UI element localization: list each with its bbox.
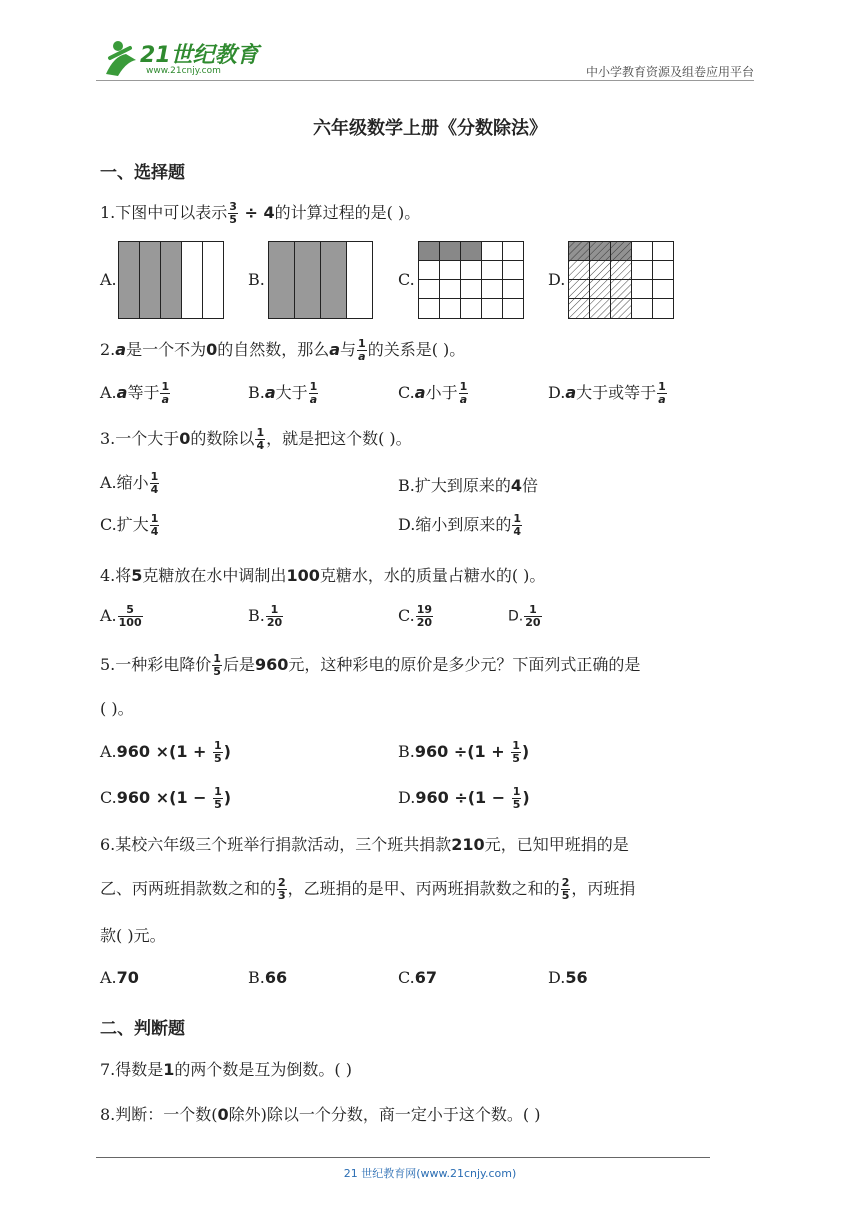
section-choice-heading: 一、选择题 xyxy=(100,163,185,183)
q2-option-d: D.a大于或等于 $\frac{1}{a}$ xyxy=(548,380,666,406)
q3-option-c: C.扩大 $\frac{1}{4}$ xyxy=(100,512,159,538)
question-2: 2.a是一个不为0的自然数，那么a与 $\frac{1}{a}$ 的关系是( )。 xyxy=(100,337,466,363)
q1-figure-c xyxy=(418,241,524,319)
q6-option-b: B.66 xyxy=(248,968,288,987)
fraction: $\frac{3}{5}$ xyxy=(229,200,237,226)
q2-option-b: B.a大于 $\frac{1}{a}$ xyxy=(248,380,318,406)
q5-option-b: B.960 ÷(1 + $\frac{1}{5}$ ) xyxy=(398,739,530,765)
question-4: 4.将5克糖放在水中调制出100克糖水，水的质量占糖水的( )。 xyxy=(100,566,546,585)
q3-option-a: A.缩小 $\frac{1}{4}$ xyxy=(100,470,159,496)
q2-option-c: C.a小于 $\frac{1}{a}$ xyxy=(398,380,468,406)
footer-divider xyxy=(96,1157,710,1158)
q3-option-d: D.缩小到原来的 $\frac{1}{4}$ xyxy=(398,512,522,538)
header-platform-text: 中小学教育资源及组卷应用平台 xyxy=(585,65,754,79)
question-1: 1.下图中可以表示 $\frac{3}{5}$ ÷ 4的计算过程的是( )。 xyxy=(100,200,421,226)
q6-option-a: A.70 xyxy=(100,968,139,987)
q1-figure-a xyxy=(118,241,224,319)
question-3: 3.一个大于0的数除以 $\frac{1}{4}$ ，就是把这个数( )。 xyxy=(100,426,412,452)
q4-option-c: C. $\frac{19}{20}$ xyxy=(398,603,433,629)
section-judge-heading: 二、判断题 xyxy=(100,1019,185,1039)
q3-option-b: B.扩大到原来的4倍 xyxy=(398,476,539,495)
q1-option-b-label: B. xyxy=(248,270,265,289)
q5-option-c: C.960 ×(1 − $\frac{1}{5}$ ) xyxy=(100,785,232,811)
q1-option-d-label: D. xyxy=(548,270,566,289)
q6-option-c: C.67 xyxy=(398,968,438,987)
question-5-blank: ( )。 xyxy=(100,699,134,718)
q6-option-d: D.56 xyxy=(548,968,588,987)
q1-figure-d xyxy=(568,241,674,319)
logo-url: www.21cnjy.com xyxy=(146,66,221,76)
q2-option-a: A.a等于 $\frac{1}{a}$ xyxy=(100,380,170,406)
page-title: 六年级数学上册《分数除法》 xyxy=(313,118,547,139)
question-6-line1: 6.某校六年级三个班举行捐款活动，三个班共捐款210元，已知甲班捐的是 xyxy=(100,835,629,854)
q4-option-a: A. $\frac{5}{100}$ xyxy=(100,603,142,629)
q1-option-a-label: A. xyxy=(100,270,117,289)
question-6-line3: 款( )元。 xyxy=(100,926,166,945)
footer-text: 21 世纪教育网(www.21cnjy.com) xyxy=(343,1167,517,1180)
question-7: 7.得数是1的两个数是互为倒数。( ) xyxy=(100,1060,352,1079)
q5-option-a: A.960 ×(1 + $\frac{1}{5}$ ) xyxy=(100,739,231,765)
q1-figure-b xyxy=(268,241,374,319)
q4-option-b: B. $\frac{1}{20}$ xyxy=(248,603,283,629)
q4-option-d: D. $\frac{1}{20}$ xyxy=(508,603,541,629)
q5-option-d: D.960 ÷(1 − $\frac{1}{5}$ ) xyxy=(398,785,530,811)
question-5: 5.一种彩电降价 $\frac{1}{5}$ 后是960元，这种彩电的原价是多少元？下面列式正确的是 xyxy=(100,652,641,678)
question-6-line2: 乙、丙两班捐款数之和的 $\frac{2}{3}$ ，乙班捐的是甲、丙两班捐款数之和的 $\frac{2}{5}$ ，丙班捐 xyxy=(100,876,636,902)
site-logo xyxy=(96,34,266,80)
question-8: 8.判断：一个数(0除外)除以一个分数，商一定小于这个数。( ) xyxy=(100,1105,541,1124)
logo-text: 21世纪教育 xyxy=(140,43,259,68)
header-divider xyxy=(96,80,754,81)
q1-option-c-label: C. xyxy=(398,270,415,289)
